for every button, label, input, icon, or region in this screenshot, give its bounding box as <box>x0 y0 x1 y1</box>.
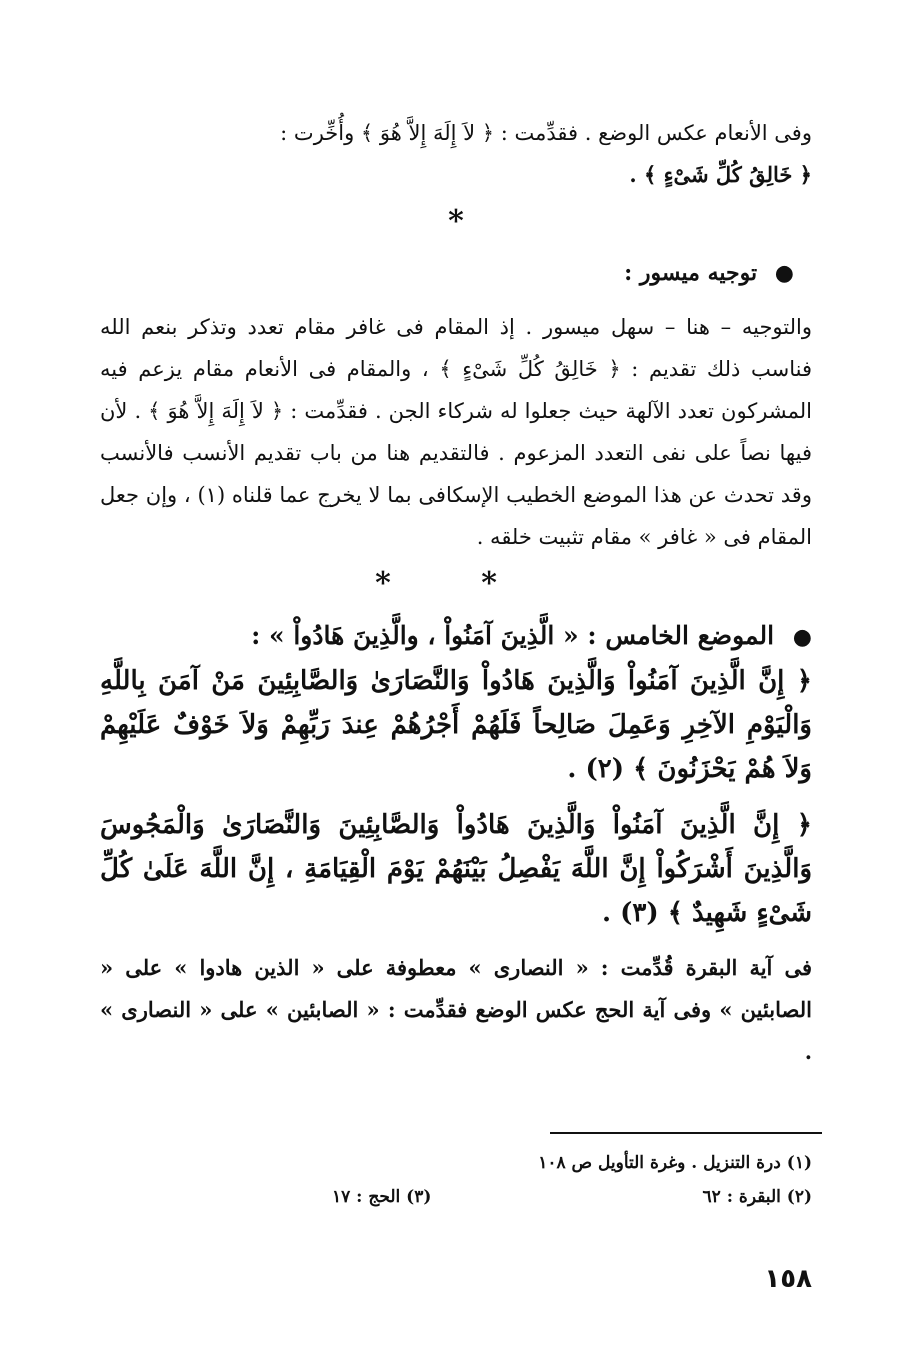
separator-star: * <box>448 204 464 239</box>
section-heading-text: توجيه ميسور : <box>624 260 758 286</box>
footnote-3: (٣) الحج : ١٧ <box>332 1187 432 1207</box>
separator-stars: * * <box>375 566 537 601</box>
footnote-divider <box>550 1132 822 1134</box>
text-line-1: وفى الأنعام عكس الوضع . فقدِّمت : ﴿ لاَ إِلَهَ إِلاَّ هُوَ ﴾ وأُخِّرت : <box>280 121 812 145</box>
main-paragraph: والتوجيه – هنا – سهل ميسور . إذ المقام فى غافر مقام تعدد وتذكر بنعم الله فناسب ذلك تقديم : ﴿ خَالِقُ كُلِّ شَىْءٍ ﴾ ، والمقام فى الأنعام مقام يزعم فيه المشركون تعدد الآلهة حيث جعلوا له شركاء الجن . فقدِّمت : ﴿ لاَ إِلَهَ إِلاَّ هُوَ ﴾ . لأن فيها نصاً على نفى التعدد المزعوم . فالتقديم هنا من باب تقديم الأنسب فالأنسب وقد تحدث عن هذا الموضع الخطيب الإسكافى بما لا يخرج عما قلناه (١) ، وإن جعل المقام فى « غافر » مقام تثبيت خلقه . <box>100 315 812 549</box>
footnote-2: (٢) البقرة : ٦٢ <box>702 1187 812 1207</box>
verse-baqarah: ﴿ إِنَّ الَّذِينَ آمَنُواْ وَالَّذِينَ هَادُواْ وَالنَّصَارَىٰ وَالصَّابِئِينَ مَنْ آمَنَ بِاللَّهِ وَالْيَوْمِ الآخِرِ وَعَمِلَ صَالِحاً فَلَهُمْ أَجْرُهُمْ عِندَ رَبِّهِمْ وَلاَ خَوْفٌ عَلَيْهِمْ وَلاَ هُمْ يَحْزَنُونَ ﴾ (٢) . <box>100 666 812 784</box>
footnote-row-2 <box>332 1180 812 1214</box>
page-number: ١٥٨ <box>764 1264 812 1294</box>
closing-paragraph: فى آية البقرة قُدِّمت : « النصارى » معطوفة على « الذين هادوا » على « الصابئين » وفى آية الحج عكس الوضع فقدِّمت : « الصابئين » على « النصارى » . <box>100 955 812 1064</box>
verse-hajj: ﴿ إِنَّ الَّذِينَ آمَنُواْ وَالَّذِينَ هَادُواْ وَالصَّابِئِينَ وَالنَّصَارَىٰ وَالْمَجُوسَ وَالَّذِينَ أَشْرَكُواْ إِنَّ اللَّهَ يَفْصِلُ بَيْنَهُمْ يَوْمَ الْقِيَامَةِ ، إِنَّ اللَّهَ عَلَىٰ كُلِّ شَىْءٍ شَهِيدٌ ﴾ (٣) . <box>100 810 812 928</box>
section-heading <box>100 252 812 294</box>
fifth-position-heading <box>100 614 812 659</box>
fifth-position-heading-text: الموضع الخامس : « الَّذِينَ آمَنُواْ ، والَّذِينَ هَادُواْ » : <box>251 621 775 650</box>
bullet-icon: ● <box>774 260 794 286</box>
footnote-1: (١) درة التنزيل . وغرة التأويل ص ١٠٨ <box>538 1153 812 1173</box>
bullet-icon: ● <box>792 624 812 650</box>
page-body <box>100 112 812 1073</box>
text-line-2: ﴿ خَالِقُ كُلِّ شَىْءٍ ﴾ . <box>629 162 812 187</box>
footnotes <box>332 1146 812 1214</box>
